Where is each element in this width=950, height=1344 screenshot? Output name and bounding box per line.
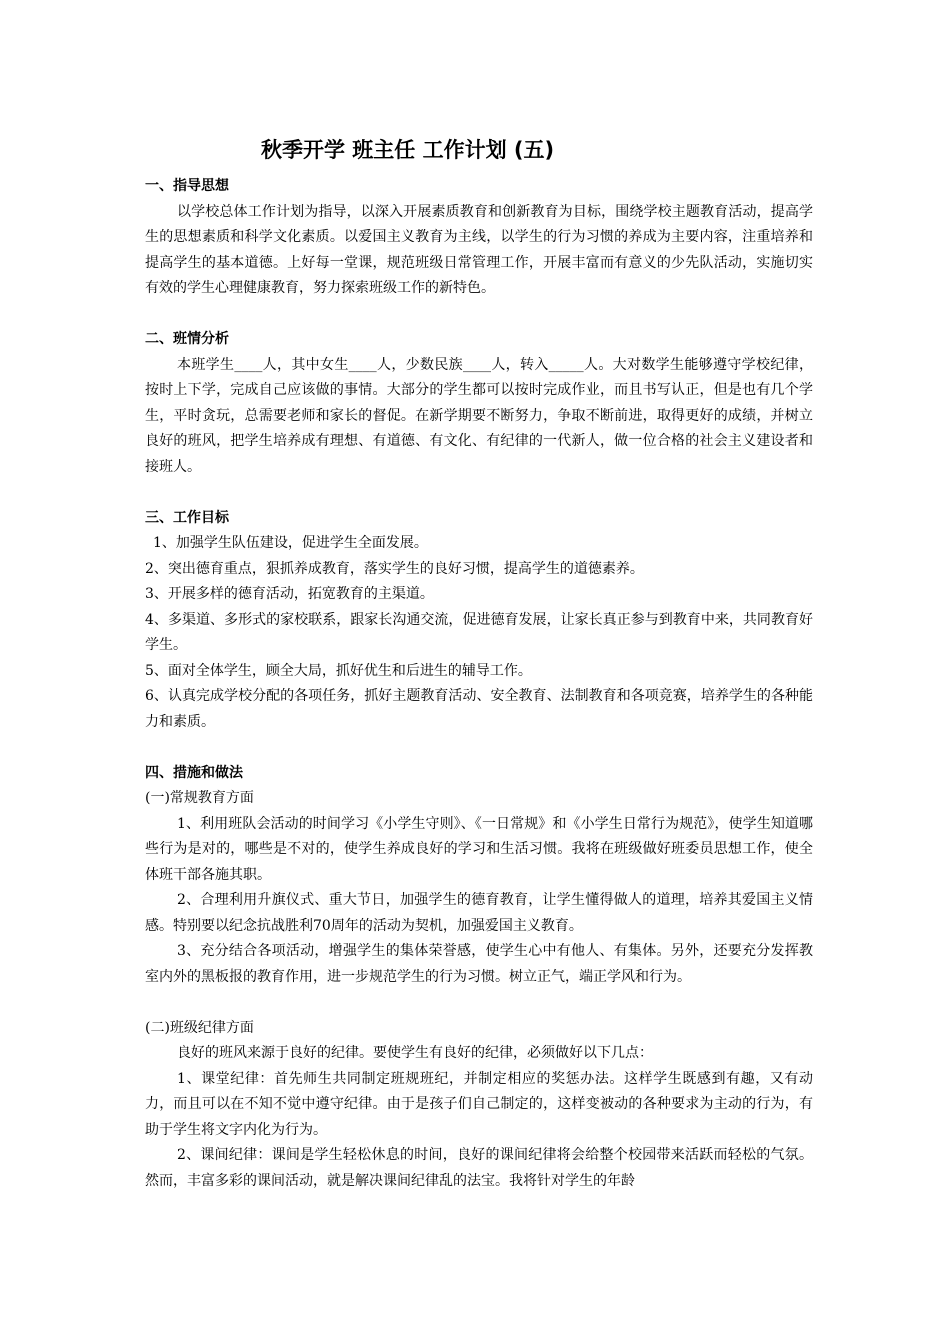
measure-paragraph: 3、充分结合各项活动，增强学生的集体荣誉感，使学生心中有他人、有集体。另外，还要充分发挥教室内外的黑板报的教育作用，进一步规范学生的行为习惯。树立正气，端正学风和行为。 [145,943,813,985]
measure-paragraph: 2、合理利用升旗仪式、重大节日，加强学生的德育教育，让学生懂得做人的道理，培养其爱国主义情感。特别要以纪念抗战胜利70周年的活动为契机，加强爱国主义教育。 [145,892,813,934]
discipline-paragraph: 2、课间纪律：课间是学生轻松休息的时间，良好的课间纪律将会给整个校园带来活跃而轻松的气氛。然而，丰富多彩的课间活动，就是解决课间纪律乱的法宝。我将针对学生的年龄 [145,1147,813,1189]
spacer [145,480,813,506]
goal-item: 1、加强学生队伍建设，促进学生全面发展。 [153,535,428,551]
spacer [145,990,813,1016]
document-title: 秋季开学 班主任 工作计划 (五) [261,138,555,162]
spacer [145,302,813,328]
goal-item: 3、开展多样的德育活动，拓宽教育的主渠道。 [145,586,434,602]
subsection-heading-routine-education: (一)常规教育方面 [145,790,254,806]
discipline-paragraph: 良好的班风来源于良好的纪律。要使学生有良好的纪律，必须做好以下几点： [177,1045,653,1061]
document-body [145,135,813,1194]
section-heading-class-analysis: 二、班情分析 [145,331,229,347]
measure-paragraph: 1、利用班队会活动的时间学习《小学生守则》、《一日常规》和《小学生日常行为规范》，使学生知道哪些行为是对的，哪些是不对的，使学生养成良好的学习和生活习惯。我将在班级做好班委员思想工作，使全体班干部各施其职。 [145,815,813,883]
section-paragraph: 本班学生____人，其中女生____人，少数民族____人，转入_____人。大对数学生能够遵守学校纪律，按时上下学，完成自己应该做的事情。大部分的学生都可以按时完成作业，而且书写认正，但是也有几个学生，平时贪玩，总需要老师和家长的督促。在新学期要不断努力，争取不断前进，取得更好的成绩，并树立良好的班风，把学生培养成有理想、有道德、有文化、有纪律的一代新人，做一位合格的社会主义建设者和接班人。 [145,356,813,475]
goal-item: 6、认真完成学校分配的各项任务，抓好主题教育活动、安全教育、法制教育和各项竞赛，培养学生的各种能力和素质。 [145,688,813,730]
section-heading-guiding-ideology: 一、指导思想 [145,178,229,194]
section-heading-measures: 四、措施和做法 [145,764,243,781]
section-heading-work-goals: 三、工作目标 [145,509,229,526]
goal-item: 5、面对全体学生，顾全大局，抓好优生和后进生的辅导工作。 [145,662,532,679]
goal-item: 2、突出德育重点，狠抓养成教育，落实学生的良好习惯，提高学生的道德素养。 [145,560,644,577]
section-paragraph: 以学校总体工作计划为指导，以深入开展素质教育和创新教育为目标，围绕学校主题教育活动，提高学生的思想素质和科学文化素质。以爱国主义教育为主线，以学生的行为习惯的养成为主要内容，注重培养和提高学生的基本道德。上好每一堂课，规范班级日常管理工作，开展丰富而有意义的少先队活动，实施切实有效的学生心理健康教育，努力探索班级工作的新特色。 [145,203,813,296]
discipline-paragraph: 1、课堂纪律：首先师生共同制定班规班纪，并制定相应的奖惩办法。这样学生既感到有趣，又有动力，而且可以在不知不觉中遵守纪律。由于是孩子们自己制定的，这样变被动的各种要求为主动的行为，有助于学生将文字内化为行为。 [145,1070,813,1138]
subsection-heading-class-discipline: (二)班级纪律方面 [145,1019,254,1036]
spacer [145,735,813,761]
goal-item: 4、多渠道、多形式的家校联系，跟家长沟通交流，促进德育发展，让家长真正参与到教育中来，共同教育好学生。 [145,611,813,653]
